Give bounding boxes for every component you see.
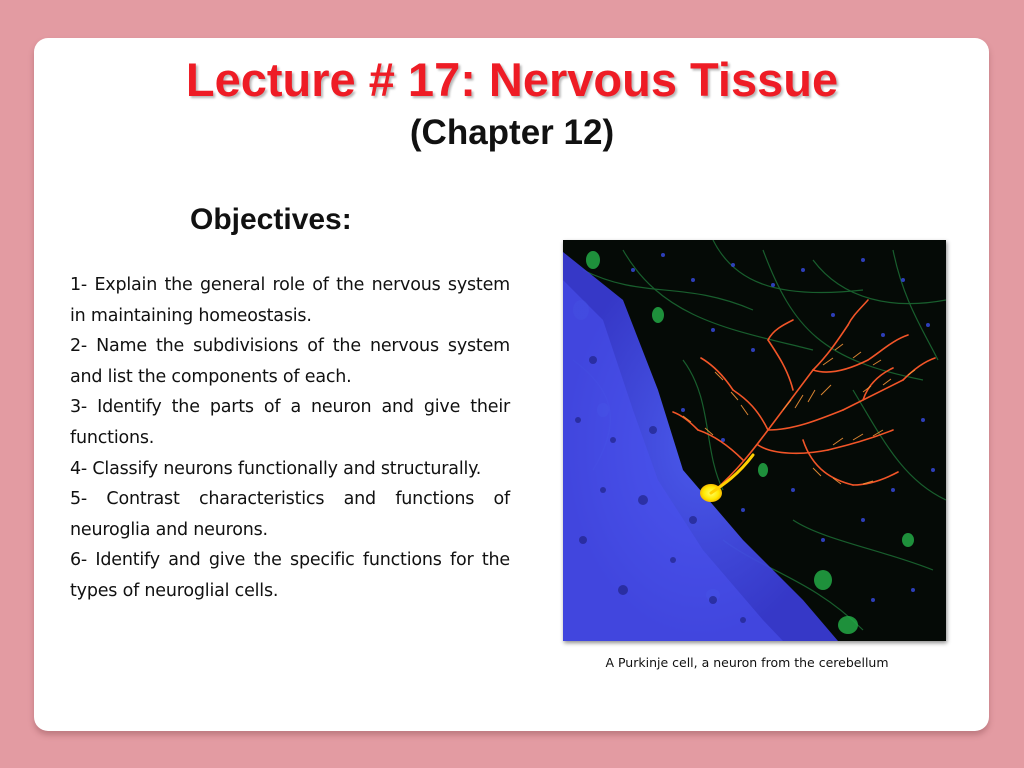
page-subtitle: (Chapter 12)	[409, 113, 615, 152]
objective-item: 5- Contrast characteristics and functions of neuroglia and neurons.	[70, 489, 510, 540]
image-caption: A Purkinje cell, a neuron from the cerebellum	[605, 655, 889, 670]
objectives-list	[70, 270, 510, 607]
objective-item: 4- Classify neurons functionally and structurally.	[70, 458, 482, 479]
purkinje-cell-micrograph	[563, 240, 946, 641]
page-title: Lecture # 17: Nervous Tissue	[185, 53, 839, 106]
objective-item: 2- Name the subdivisions of the nervous system and list the components of each.	[70, 336, 510, 387]
objective-item: 3- Identify the parts of a neuron and give their functions.	[70, 397, 510, 448]
objectives-heading: Objectives:	[190, 203, 352, 236]
objective-item: 6- Identify and give the specific functions for the types of neuroglial cells.	[70, 550, 510, 601]
objective-item: 1- Explain the general role of the nervous system in maintaining homeostasis.	[70, 275, 510, 326]
